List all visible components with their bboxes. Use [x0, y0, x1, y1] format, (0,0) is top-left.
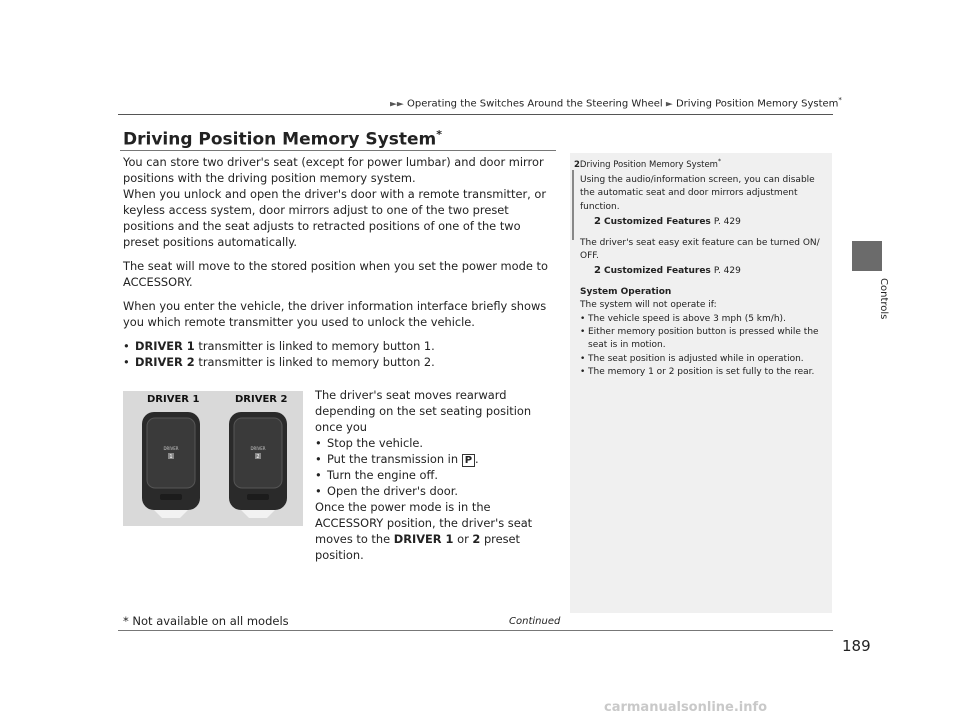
outro-bold2: 2 [472, 532, 481, 546]
list-item: • Stop the vehicle. [315, 435, 555, 451]
item2-post: . [475, 452, 479, 466]
body-p2: When you unlock and open the driver's door with a remote transmitter, or keyless access system, door mirrors adjust to one of the two preset positions and the seat adjusts to retracted positions of one of the two preset positions automatically. [123, 187, 547, 249]
bullet2-rest: transmitter is linked to memory button 2. [194, 355, 435, 369]
side-intro: The driver's seat moves rearward depending on the set seating position once you [315, 388, 532, 434]
sidebar-link-icon: 2 [574, 159, 580, 170]
side-outro [315, 499, 555, 563]
outro1: Once the power mode is in the ACCESSORY position, the driver's seat moves to the [315, 500, 533, 546]
driver-bullet-list [123, 338, 555, 370]
remote-fob-1-icon [140, 410, 202, 520]
section-tab-label: Controls [878, 278, 889, 320]
title-underline [120, 150, 556, 151]
fob1-num: 1 [169, 454, 173, 460]
breadcrumb-part1: Operating the Switches Around the Steering Wheel [407, 98, 663, 110]
body-p1: You can store two driver's seat (except for power lumbar) and door mirror positions with the driving position memory system. [123, 155, 544, 185]
fob2-text: DRIVER [250, 446, 266, 451]
continued-label: Continued [509, 616, 561, 627]
figure-label-driver1: DRIVER 1 [147, 394, 200, 405]
list-item [123, 338, 555, 354]
side-instructions [315, 387, 555, 563]
page-title [123, 128, 442, 150]
fob2-num: 2 [256, 454, 260, 460]
cross-reference-icon: 2 [594, 216, 601, 228]
watermark: carmanualsonline.info [604, 700, 768, 715]
list-item [123, 354, 555, 370]
list-item: • Turn the engine off. [315, 467, 555, 483]
breadcrumb-asterisk: * [838, 96, 842, 104]
body-paragraph [123, 154, 555, 250]
park-position-icon: P [462, 454, 475, 467]
list-item: • The seat position is adjusted while in operation. [580, 353, 826, 366]
link1-page: P. 429 [713, 217, 741, 228]
section-tab [852, 241, 882, 271]
link2-page: P. 429 [713, 266, 741, 277]
breadcrumb-arrow-icon: ►► [390, 99, 404, 110]
list-item [315, 451, 555, 467]
outro-or: or [453, 532, 473, 546]
footer-rule [118, 630, 833, 631]
sidebar-link2[interactable] [580, 264, 826, 278]
sidebar-p2-text: The driver's seat easy exit feature can be turned ON/ OFF. [580, 237, 820, 262]
cross-reference-icon: 2 [594, 265, 601, 277]
outro-bold1: DRIVER 1 [393, 532, 454, 546]
bullet2-bold: DRIVER 2 [135, 355, 195, 369]
sidebar-link1[interactable] [580, 215, 826, 229]
link1-label: Customized Features [603, 217, 711, 228]
body-p4: When you enter the vehicle, the driver information interface briefly shows you which remote transmitter you used to unlock the vehicle. [123, 299, 547, 329]
page-number: 189 [842, 637, 871, 655]
breadcrumb [390, 96, 842, 109]
side-step-list [315, 435, 555, 499]
outro2: preset position. [315, 532, 521, 562]
bullet1-rest: transmitter is linked to memory button 1. [194, 339, 435, 353]
remote-fob-2-icon [227, 410, 289, 520]
breadcrumb-arrow-icon: ► [665, 99, 673, 110]
sidebar-p2 [580, 237, 826, 279]
remote-transmitters-figure [123, 391, 303, 526]
breadcrumb-part2: Driving Position Memory System [675, 98, 839, 110]
bullet1-bold: DRIVER 1 [135, 339, 195, 353]
list-item: • Open the driver's door. [315, 483, 555, 499]
system-operation-list [580, 313, 826, 380]
list-item: • Either memory position button is pressed while the seat is in motion. [580, 326, 826, 353]
fob1-text: DRIVER [163, 446, 179, 451]
item2-pre: Put the transmission in [327, 452, 462, 466]
sidebar-heading-text: Driving Position Memory System [579, 159, 718, 170]
title-asterisk: * [436, 128, 442, 141]
page-title-text: Driving Position Memory System [123, 129, 437, 150]
sidebar-content [580, 174, 826, 380]
sidebar-p1 [580, 174, 826, 230]
header-rule [118, 114, 833, 115]
footnote: * Not available on all models [123, 614, 289, 628]
sidebar-accent-line [572, 170, 574, 240]
list-item: • The vehicle speed is above 3 mph (5 km/h). [580, 313, 826, 326]
body-p3: The seat will move to the stored position when you set the power mode to ACCESSORY. [123, 259, 548, 289]
link2-label: Customized Features [603, 266, 711, 277]
main-body [123, 154, 555, 370]
system-operation-title: System Operation [580, 286, 672, 297]
sidebar-p1-text: Using the audio/information screen, you can disable the automatic seat and door mirrors adjustment function. [580, 175, 815, 212]
sidebar-heading-asterisk: * [717, 158, 721, 165]
system-operation-intro: The system will not operate if: [580, 300, 717, 311]
list-item: • The memory 1 or 2 position is set fully to the rear. [580, 366, 826, 379]
figure-label-driver2: DRIVER 2 [235, 394, 288, 405]
sidebar-heading [574, 158, 721, 170]
